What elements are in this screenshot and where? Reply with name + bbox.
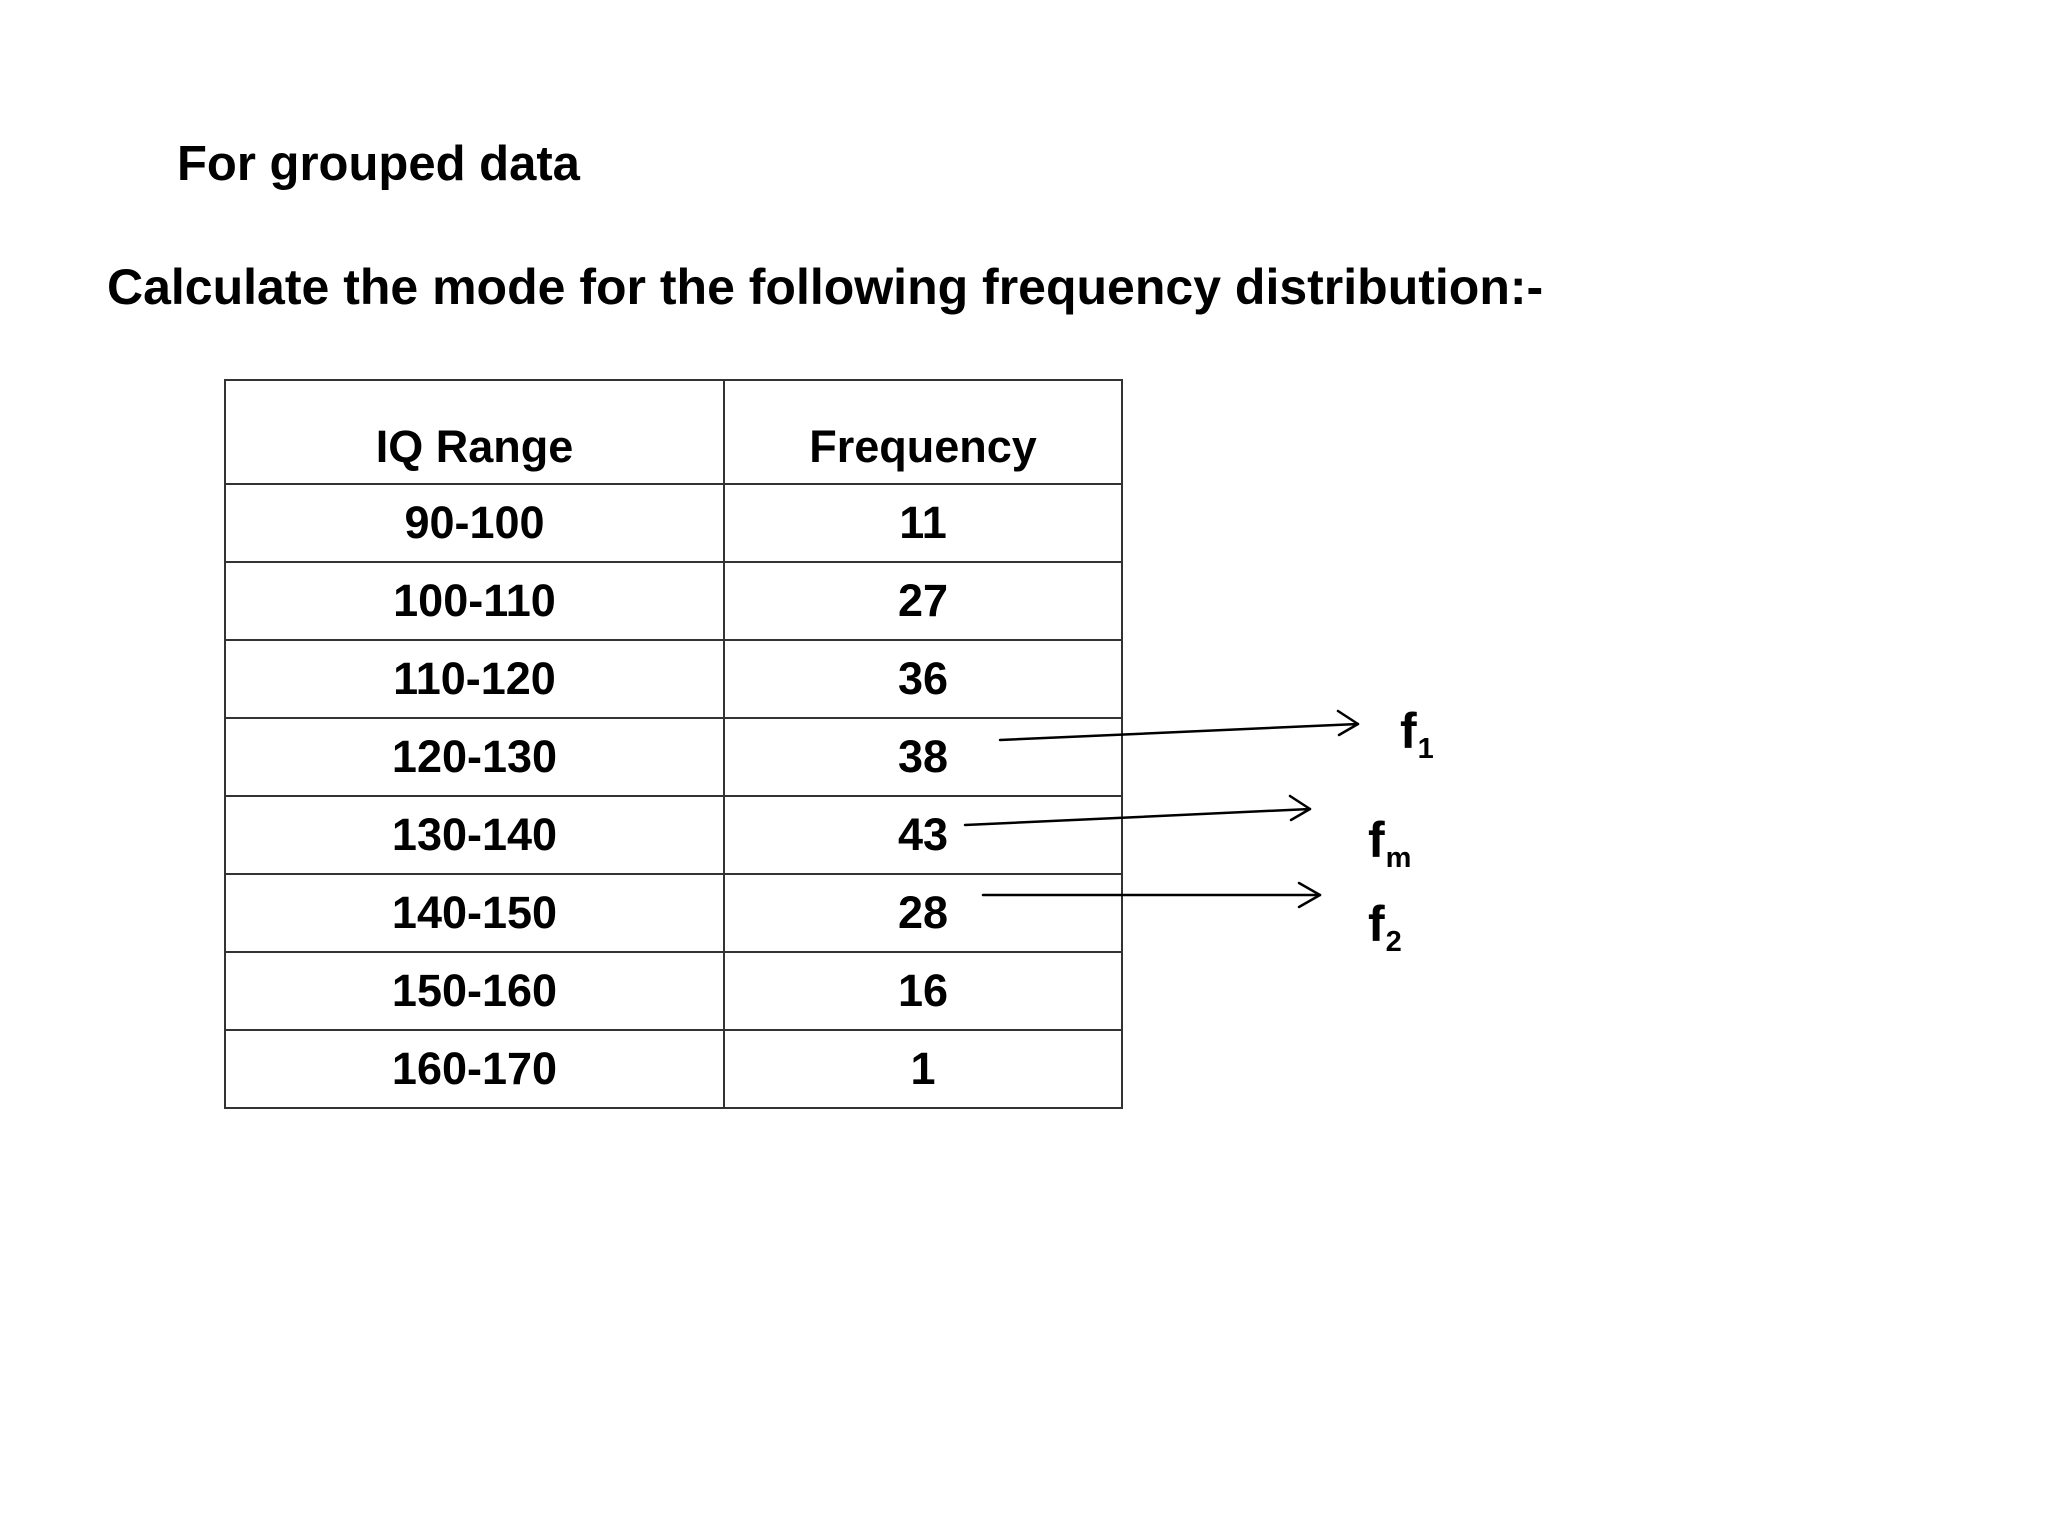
frequency-cell: 16 [724, 952, 1122, 1030]
label-f2-base: f [1368, 896, 1385, 952]
arrow-to-fm [965, 796, 1310, 825]
label-f1-base: f [1400, 703, 1417, 759]
label-f1 [1400, 703, 1434, 765]
iq-range-cell: 110-120 [225, 640, 724, 718]
arrow-to-f1 [1000, 711, 1358, 740]
label-f2-sub: 2 [1385, 926, 1402, 958]
label-f2 [1368, 896, 1402, 958]
iq-range-cell: 100-110 [225, 562, 724, 640]
frequency-cell: 1 [724, 1030, 1122, 1108]
arrow-to-f2 [983, 883, 1320, 907]
label-fm-sub: m [1385, 842, 1412, 874]
label-f1-sub: 1 [1417, 733, 1434, 765]
section-heading: For grouped data [177, 137, 580, 191]
frequency-cell: 27 [724, 562, 1122, 640]
frequency-cell: 38 [724, 718, 1122, 796]
iq-range-cell: 90-100 [225, 484, 724, 562]
frequency-cell: 36 [724, 640, 1122, 718]
iq-range-cell: 140-150 [225, 874, 724, 952]
iq-range-cell: 120-130 [225, 718, 724, 796]
label-fm [1368, 812, 1412, 874]
iq-range-cell: 130-140 [225, 796, 724, 874]
iq-range-cell: 150-160 [225, 952, 724, 1030]
label-fm-base: f [1368, 812, 1385, 868]
header-iq-range: IQ Range [225, 380, 724, 484]
frequency-cell: 43 [724, 796, 1122, 874]
question-text: Calculate the mode for the following frequency distribution:- [107, 259, 1544, 315]
iq-range-cell: 160-170 [225, 1030, 724, 1108]
frequency-cell: 11 [724, 484, 1122, 562]
header-frequency: Frequency [724, 380, 1122, 484]
frequency-cell: 28 [724, 874, 1122, 952]
